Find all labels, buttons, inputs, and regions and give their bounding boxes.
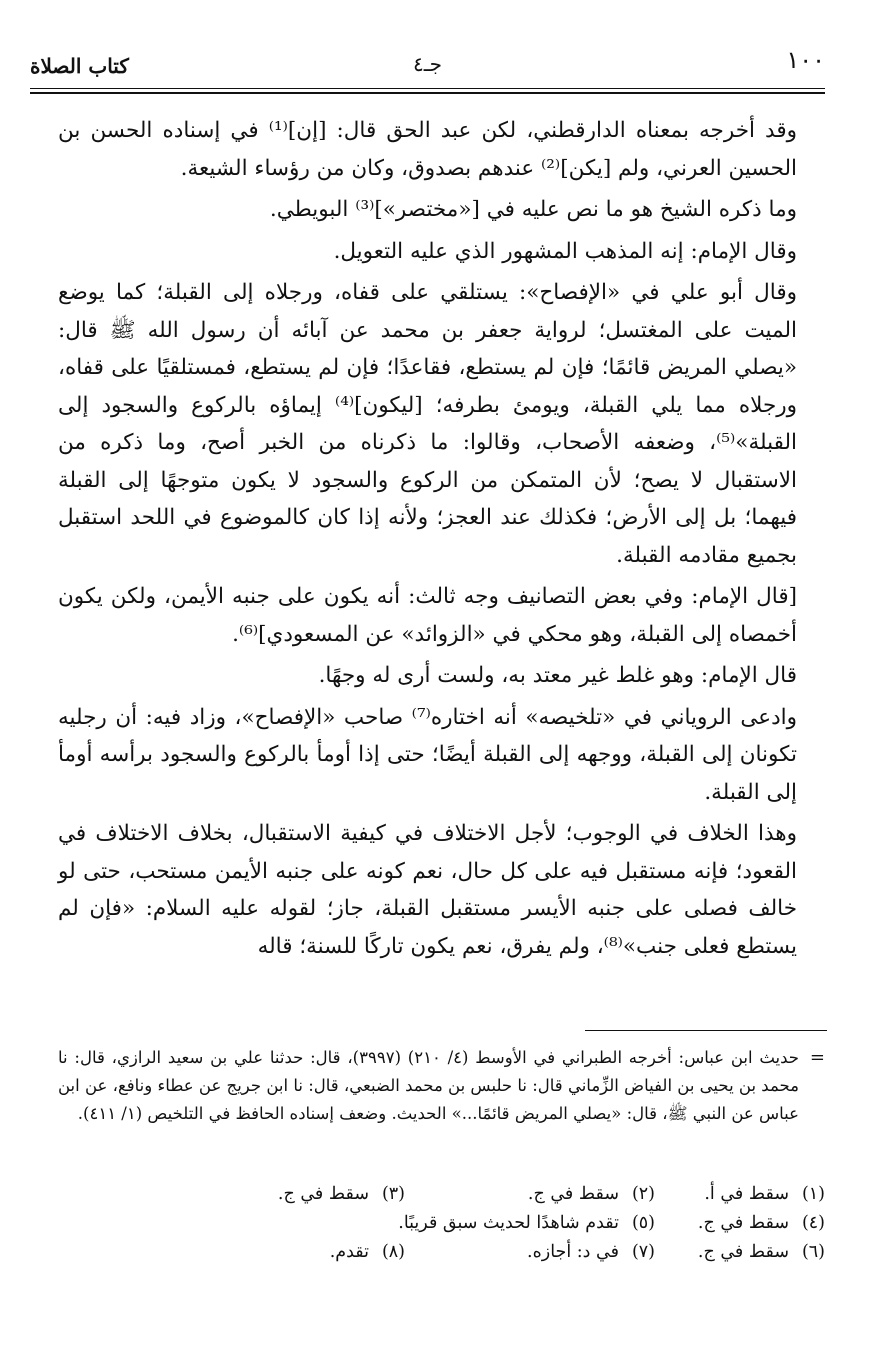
footnote: [405, 1180, 655, 1209]
footnote-text: سقط في ج.: [527, 1184, 619, 1204]
footnote-continued-text: حديث ابن عباس: أخرجه الطبراني في الأوسط (٤/ ٢١٠) (٣٩٩٧)، قال: حدثنا علي بن سعيد الرازي، قال: نا محمد بن يحيى بن الفياض الزِّماني قال: نا حلبس بن محمد الضبعي، قال: نا ابن جريج عن عطاء ونافع، عن ابن عباس عن النبي ﷺ، قال: «يصلي المريض قائمًا...» الحديث. وضعف إسناده الحافظ في التلخيص (١/ ٤١١).: [58, 1048, 800, 1123]
footnote: [655, 1209, 825, 1238]
footnote-number: (٢): [631, 1184, 655, 1204]
footnote-row: [180, 1238, 825, 1267]
footnote-number: (٧): [631, 1242, 655, 1262]
running-header: [30, 44, 825, 84]
footnote-divider: [585, 1030, 827, 1031]
continuation-marker: =: [809, 1047, 825, 1068]
footnote-number: (٦): [801, 1242, 825, 1262]
paragraph: [قال الإمام: وفي بعض التصانيف وجه ثالث: أنه يكون على جنبه الأيمن، ولكن يكون أخمصاه إلى القبلة، وهو محكي في «الزوائد» عن المسعودي]⁽⁶⁾.: [58, 584, 797, 647]
footnote-number: (٥): [631, 1213, 655, 1233]
footnote: [205, 1238, 405, 1267]
paragraph: قال الإمام: وهو غلط غير معتد به، ولست أرى له وجهًا.: [318, 663, 797, 688]
footnote: [655, 1238, 825, 1267]
main-text: [58, 112, 825, 969]
footnote-number: (١): [801, 1184, 825, 1204]
footnote: [205, 1209, 655, 1238]
footnote-row: [180, 1209, 825, 1238]
footnote-text: في د: أجازه.: [527, 1242, 619, 1262]
footnote-text: تقدم شاهدًا لحديث سبق قريبًا.: [398, 1213, 619, 1233]
paragraph: وقال أبو علي في «الإفصاح»: يستلقي على قفاه، ورجلاه إلى القبلة؛ كما يوضع الميت على المغتسل؛ لرواية جعفر بن محمد عن آبائه أن رسول الله ﷺ قال: «يصلي المريض قائمًا؛ فإن لم يستطع، فقاعدًا؛ فإن لم يستطع، فمستلقيًا على قفاه، ورجلاه مما يلي القبلة، ويومئ بطرفه؛ [ليكون]⁽⁴⁾ إيماؤه بالركوع والسجود إلى القبلة»⁽⁵⁾، وضعفه الأصحاب، وقالوا: ما ذكرناه من الخبر أصح، وما ذكره من الاستقبال لا يصح؛ لأن المتمكن من الركوع والسجود لا يكون متوجهًا إلى القبلة فيهما؛ بل إلى الأرض؛ فكذلك عند العجز؛ ولأنه إذا كان كالموضوع في اللحد استقبل بجميع مقادمه القبلة.: [58, 280, 797, 568]
footnote-number: (٨): [381, 1242, 405, 1262]
footnote-continued: [58, 1044, 825, 1128]
book-title: كتاب الصلاة: [30, 54, 129, 78]
page-number: ١٠٠: [786, 46, 825, 74]
footnote-text: سقط في ج.: [697, 1242, 789, 1262]
footnote-row: [180, 1180, 825, 1209]
paragraph: وادعى الروياني في «تلخيصه» أنه اختاره⁽⁷⁾ صاحب «الإفصاح»، وزاد فيه: أن رجليه تكونان إلى القبلة، ووجهه إلى القبلة أيضًا؛ حتى إذا أومأ بالركوع والسجود برأسه أومأ إلى القبلة.: [58, 704, 797, 805]
footnote-text: سقط في ج.: [697, 1213, 789, 1233]
footnote-text: تقدم.: [329, 1242, 369, 1262]
footnote: [405, 1238, 655, 1267]
paragraph: وقال الإمام: إنه المذهب المشهور الذي عليه التعويل.: [333, 238, 797, 264]
paragraph: وقد أخرجه بمعناه الدارقطني، لكن عبد الحق قال: [إن]⁽¹⁾ في إسناده الحسن بن الحسين العرني، ولم [يكن]⁽²⁾ عندهم بصدوق، وكان من رؤساء الشيعة.: [58, 118, 797, 181]
header-rule-double: [30, 92, 825, 94]
header-rule: [30, 88, 825, 89]
paragraph: وما ذكره الشيخ هو ما نص عليه في [«مختصر»]⁽³⁾ البويطي.: [269, 197, 797, 222]
footnote-text: سقط في ج.: [277, 1184, 369, 1204]
volume-label: جـ٤: [413, 52, 442, 76]
footnote-text: سقط في أ.: [704, 1184, 789, 1204]
paragraph: وهذا الخلاف في الوجوب؛ لأجل الاختلاف في كيفية الاستقبال، بخلاف الاختلاف في القعود؛ فإنه مستقبل فيه على كل حال، نعم كونه على جنبه الأيمن مستحب، حتى لو خالف فصلى على جنبه الأيسر مستقبل القبلة، جاز؛ لقوله عليه السلام: «فإن لم يستطع فعلى جنب»⁽⁸⁾، ولم يفرق، نعم يكون تاركًا للسنة؛ قاله: [58, 821, 797, 959]
footnote-number: (٣): [381, 1184, 405, 1204]
footnotes: [180, 1180, 825, 1267]
footnote-number: (٤): [801, 1213, 825, 1233]
footnote: [205, 1180, 405, 1209]
footnote: [655, 1180, 825, 1209]
